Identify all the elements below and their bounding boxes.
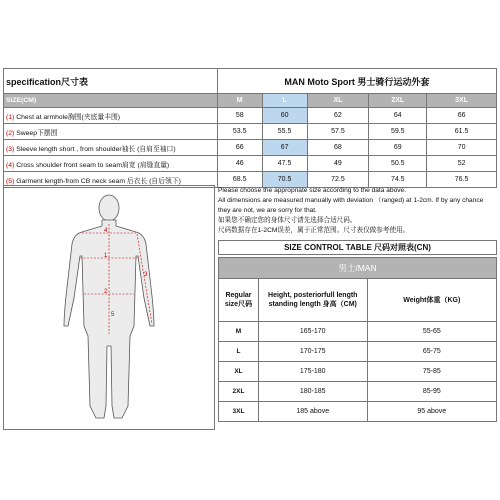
value-cell: 47.5 — [262, 156, 307, 172]
spec-row — [4, 124, 497, 140]
value-cell: 66 — [217, 140, 262, 156]
chart-row — [219, 342, 497, 362]
size-control-table — [218, 257, 497, 422]
col-weight-header: Weight体重（KG) — [367, 279, 496, 322]
spec-title: specification尺寸表 — [4, 69, 218, 94]
col-height-header: Height, posteriorfull length standing length 身高（CM) — [258, 279, 367, 322]
chart-weight: 65-75 — [367, 342, 496, 362]
size-col-l: L — [262, 94, 307, 108]
value-cell: 52 — [427, 156, 497, 172]
size-sheet — [3, 68, 497, 430]
note-line: Please choose the appropriate size according to the data above. — [218, 187, 407, 194]
chart-height: 175-180 — [258, 362, 367, 382]
value-cell: 49 — [307, 156, 369, 172]
measurement-text: Cross shoulder front seam to seam肩宽 (肩缝直量) — [16, 161, 170, 169]
size-col-3xl: 3XL — [427, 94, 497, 108]
measurement-number: (5) — [6, 177, 15, 185]
spec-row — [4, 108, 497, 124]
measurement-number: (1) — [6, 113, 15, 121]
measurement-text: Chest at armhole胸围(夹底量丰围) — [16, 113, 121, 121]
value-cell: 53.5 — [217, 124, 262, 140]
chart-size: M — [219, 322, 259, 342]
col-size-header: Regular size尺码 — [219, 279, 259, 322]
value-cell: 46 — [217, 156, 262, 172]
size-col-m: M — [217, 94, 262, 108]
value-cell: 61.5 — [427, 124, 497, 140]
chart-height: 180-185 — [258, 382, 367, 402]
measurement-text: Garment length-from CB neck seam 后衣长 (自后领下) — [16, 177, 181, 185]
value-cell: 50.5 — [369, 156, 427, 172]
chart-banner: 男士/MAN — [219, 258, 497, 279]
measurement-label — [4, 108, 218, 124]
spec-title-row — [4, 69, 497, 94]
measurement-number: (2) — [6, 129, 15, 137]
measurement-label — [4, 140, 218, 156]
specification-table — [3, 68, 497, 188]
measurement-text: Sleeve length short , from shoulder袖长 (自肩至袖口) — [16, 145, 176, 153]
measurement-number: (3) — [6, 145, 15, 153]
product-title: MAN Moto Sport 男士骑行运动外套 — [217, 69, 496, 94]
value-cell: 69 — [369, 140, 427, 156]
size-control-title: SIZE CONTROL TABLE 尺码对照表(CN) — [218, 240, 497, 255]
head-shape — [99, 195, 119, 221]
spec-row — [4, 140, 497, 156]
size-col-2xl: 2XL — [369, 94, 427, 108]
value-cell: 59.5 — [369, 124, 427, 140]
chart-weight: 75-85 — [367, 362, 496, 382]
chart-row — [219, 402, 497, 422]
chart-size: 2XL — [219, 382, 259, 402]
measurement-text: Sweep下摆围 — [16, 129, 58, 137]
value-cell: 74.5 — [369, 172, 427, 188]
value-cell-highlight: 60 — [262, 108, 307, 124]
chart-weight: 85-95 — [367, 382, 496, 402]
chart-height: 165-170 — [258, 322, 367, 342]
svg-text:2: 2 — [104, 289, 108, 295]
chart-height: 170-175 — [258, 342, 367, 362]
chart-row — [219, 322, 497, 342]
note-line: 如果您不确定您的身体尺寸请先选择合适尺码。 — [218, 217, 357, 224]
chart-row — [219, 382, 497, 402]
chart-weight: 55-65 — [367, 322, 496, 342]
value-cell-highlight: 70.5 — [262, 172, 307, 188]
svg-text:5: 5 — [111, 312, 115, 318]
value-cell: 72.5 — [307, 172, 369, 188]
svg-text:4: 4 — [104, 228, 108, 234]
note-line: 尺码数据存在1-2CM误差，属于正常范围。尺寸表仅做参考使用。 — [218, 227, 410, 234]
spec-row — [4, 156, 497, 172]
svg-text:3: 3 — [144, 272, 148, 278]
chart-size: L — [219, 342, 259, 362]
value-cell: 57.5 — [307, 124, 369, 140]
value-cell: 76.5 — [427, 172, 497, 188]
value-cell: 66 — [427, 108, 497, 124]
value-cell: 58 — [217, 108, 262, 124]
note-line: All dimensions are measured manually with deviation （ranged) at 1-2cm. If by any chance they are not, we are sorry for that. — [218, 197, 484, 214]
value-cell: 55.5 — [262, 124, 307, 140]
value-cell: 62 — [307, 108, 369, 124]
chart-banner-row — [219, 258, 497, 279]
human-body-illustration — [4, 186, 214, 429]
svg-text:1: 1 — [104, 253, 108, 259]
value-cell: 68 — [307, 140, 369, 156]
chart-size: XL — [219, 362, 259, 382]
measurement-note — [218, 186, 496, 236]
chart-weight: 95 above — [367, 402, 496, 422]
body-measurement-figure — [3, 185, 215, 430]
chart-height: 185 above — [258, 402, 367, 422]
chart-header-row — [219, 279, 497, 322]
chart-row — [219, 362, 497, 382]
value-cell: 70 — [427, 140, 497, 156]
size-col-xl: XL — [307, 94, 369, 108]
chart-size: 3XL — [219, 402, 259, 422]
measurement-number: (4) — [6, 161, 15, 169]
value-cell-highlight: 67 — [262, 140, 307, 156]
size-header: SIZE(CM) — [4, 94, 218, 108]
measurement-label — [4, 156, 218, 172]
value-cell: 68.5 — [217, 172, 262, 188]
value-cell: 64 — [369, 108, 427, 124]
spec-header-row — [4, 94, 497, 108]
measurement-label — [4, 124, 218, 140]
